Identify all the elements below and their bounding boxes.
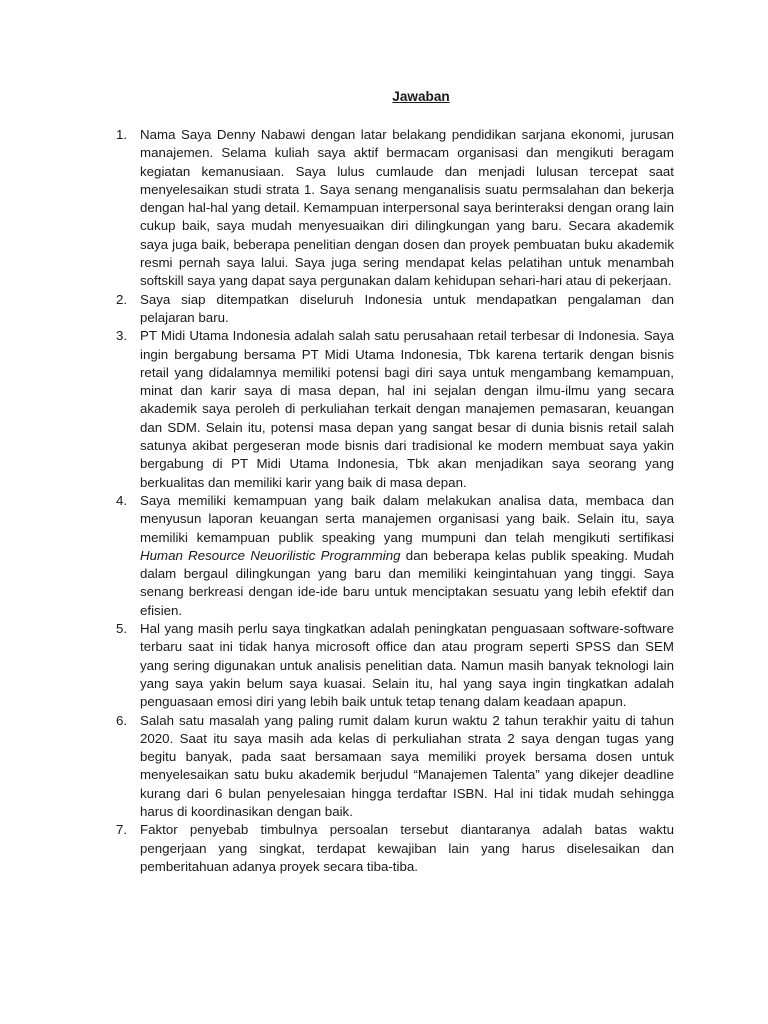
answer-item-2 <box>98 291 674 328</box>
item-number: 2. <box>116 291 128 307</box>
answer-item-4 <box>98 492 674 620</box>
item-number: 1. <box>116 127 128 142</box>
answer-item-6 <box>98 712 674 822</box>
item-text: Hal yang masih perlu saya tingkatkan adalah peningkatan penguasaan software-software terbaru saat ini tidak hanya microsoft office dan atau program seperti SPSS dan SEM yang sering digunakan untuk analisis penelitian data. Namun masih banyak teknologi lain yang saya yakin belum saya kuasai. Selain itu, hal yang saya ingin tingkatkan adalah penguasaan emosi diri yang lebih baik untuk tetap tenang dalam keadaan apapun. <box>140 621 674 710</box>
answer-item-5 <box>98 620 674 711</box>
item-text-italic: Human Resource Neuorilistic Programming <box>140 547 401 563</box>
item-number: 3. <box>116 328 128 344</box>
item-text-after: dan beberapa kelas publik speaking. Mudah dalam bergaul dilingkungan yang baru dan memiliki keingintahuan yang tinggi. Saya senang berkreasi dengan ide-ide baru untuk menciptakan sesuatu yang lebih efektif dan efisien. <box>140 547 675 618</box>
item-number: 4. <box>116 492 128 508</box>
answer-item-1 <box>98 126 674 291</box>
item-text-before: Saya memiliki kemampuan yang baik dalam melakukan analisa data, membaca dan menyusun laporan keuangan serta manajemen organisasi yang baik. Selain itu, saya memiliki kemampuan publik speaking yang mumpuni dan telah mengikuti sertifikasi <box>140 492 674 545</box>
item-text: Nama Saya Denny Nabawi dengan latar belakang pendidikan sarjana ekonomi, jurusan manajemen. Selama kuliah saya aktif bermacam organisasi dan mengikuti beragam kegiatan kemanusiaan. Saya lulus cumlaude dan menjadi lulusan tercepat saat menyelesaikan studi strata 1. Saya senang menganalisis suatu permsalahan dan bekerja dengan hal-hal yang detail. Kemampuan interpersonal saya berinteraksi dengan orang lain cukup baik, saya mudah menyesuaikan diri dilingkungan yang baru. Secara akademik saya juga baik, beberapa penelitian dengan dosen dan proyek pembuatan buku akademik resmi pernah saya lalui. Saya juga sering mendapat kelas pelatihan untuk menambah softskill saya yang dapat saya pergunakan dalam kehidupan sehari-hari atau di pekerjaan. <box>140 127 674 289</box>
item-number: 7. <box>116 822 128 838</box>
item-text: Salah satu masalah yang paling rumit dalam kurun waktu 2 tahun terakhir yaitu di tahun 2020. Saat itu saya masih ada kelas di perkuliahan strata 2 saya dengan tugas yang begitu banyak, pada saat bersamaan saya memiliki proyek bersama dosen untuk menyelesaikan satu buku akademik berjudul “Manajemen Talenta” yang dikejer deadline kurang dari 6 bulan penyelesaian hingga terdaftar ISBN. Hal ini tidak mudah sehingga harus di koordinasikan dengan baik. <box>140 712 674 819</box>
item-number: 6. <box>116 712 128 728</box>
answer-item-7 <box>98 821 674 876</box>
page-title: Jawaban <box>392 89 450 104</box>
item-text: Saya siap ditempatkan diseluruh Indonesia untuk mendapatkan pengalaman dan pelajaran baru. <box>140 291 674 325</box>
item-text: PT Midi Utama Indonesia adalah salah satu perusahaan retail terbesar di Indonesia. Saya ingin bergabung bersama PT Midi Utama Indonesia, Tbk karena tertarik dengan bisnis retail yang didalamnya memiliki potensi bagi diri saya untuk mengambang kemampuan, minat dan karir saya di masa depan, hal ini sejalan dengan ilmu-ilmu yang secara akademik saya peroleh di perkuliahan terkait dengan manajemen pemasaran, keuangan dan SDM. Selain itu, potensi masa depan yang sangat besar di dunia bisnis retail salah satunya akibat pergeseran mode bisnis dari tradisional ke modern membuat saya yakin bergabung di PT Midi Utama Indonesia, Tbk akan menjadikan saya seorang yang berkualitas dan memiliki karir yang baik di masa depan. <box>140 328 674 490</box>
item-text: Faktor penyebab timbulnya persoalan tersebut diantaranya adalah batas waktu pengerjaan yang singkat, terdapat kewajiban lain yang harus diselesaikan dan pemberitahuan adanya proyek secara tiba-tiba. <box>140 822 674 874</box>
answer-list <box>98 126 674 876</box>
answer-item-3 <box>98 327 674 492</box>
item-number: 5. <box>116 621 128 637</box>
